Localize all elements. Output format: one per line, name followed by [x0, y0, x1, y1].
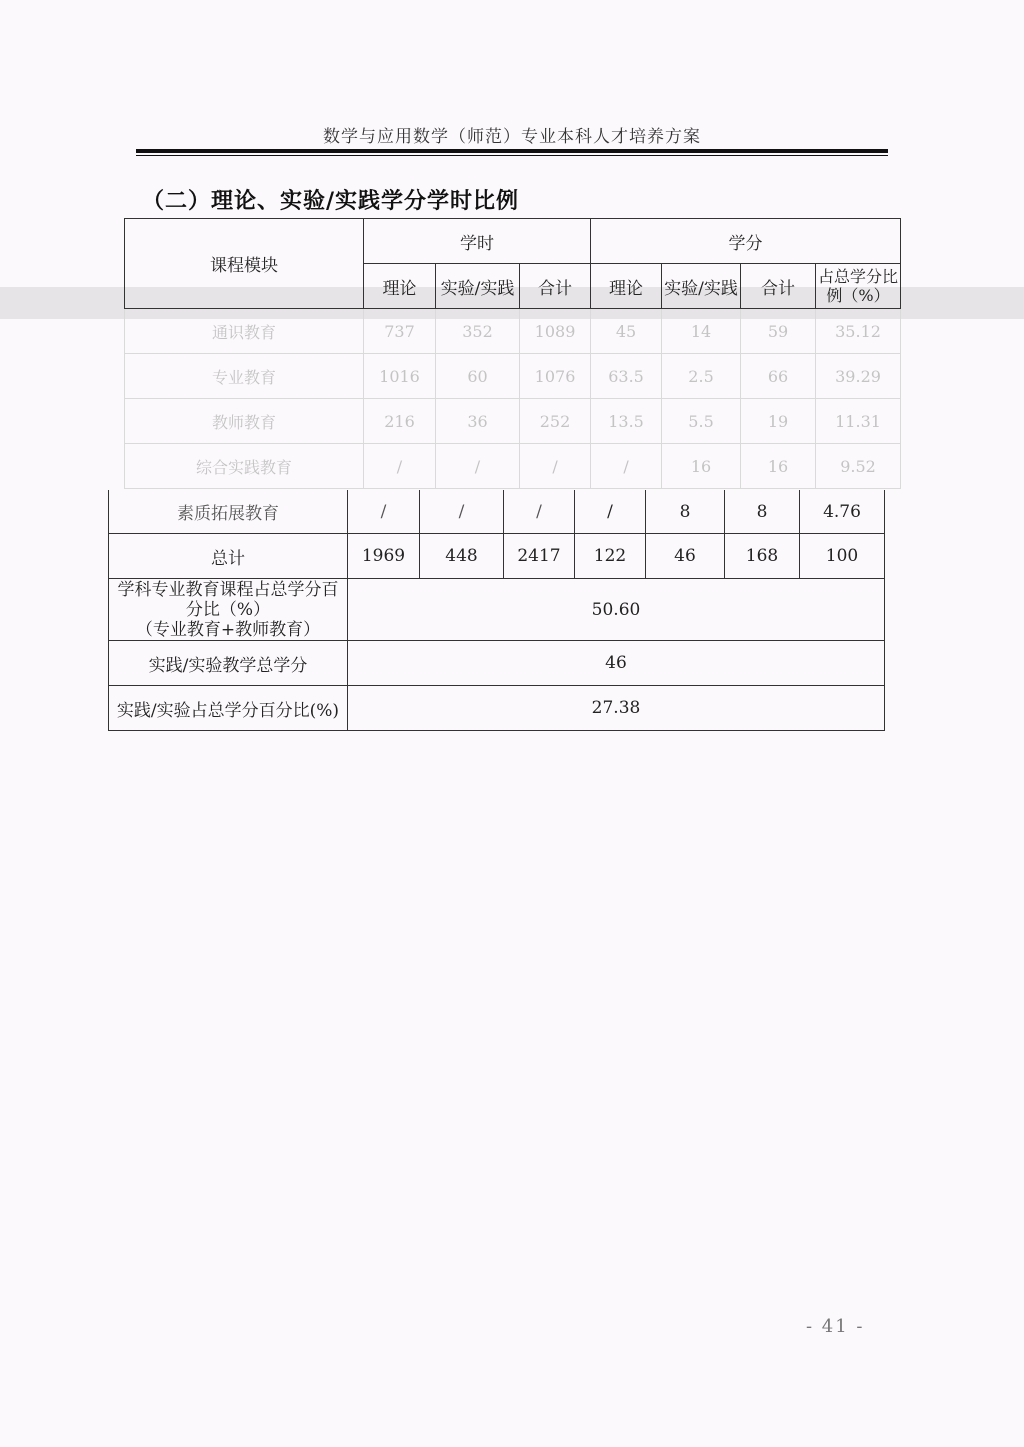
table-row — [125, 309, 901, 354]
credits-practice-cell: 16 — [662, 444, 741, 489]
table-row — [125, 444, 901, 489]
hours-theory-cell: 737 — [364, 309, 436, 354]
hours-practice-cell: / — [420, 490, 504, 534]
credits-theory-cell: / — [591, 444, 662, 489]
module-cell: 专业教育 — [125, 354, 364, 399]
credit-hours-table-upper — [124, 218, 901, 489]
credits-theory-header: 理论 — [591, 264, 662, 309]
hours-total-cell: 1076 — [520, 354, 591, 399]
credits-total-header: 合计 — [741, 264, 816, 309]
table-row-total — [109, 534, 885, 579]
summary-label: 实践/实验教学总学分 — [109, 641, 348, 686]
credits-total-cell: 168 — [725, 534, 800, 579]
hours-total-cell: / — [504, 490, 575, 534]
hours-practice-cell: / — [436, 444, 520, 489]
page-number: - 41 - — [806, 1316, 865, 1337]
ratio-cell: 39.29 — [816, 354, 901, 399]
credits-practice-cell: 14 — [662, 309, 741, 354]
hours-practice-cell: 448 — [420, 534, 504, 579]
hours-theory-cell: 1969 — [348, 534, 420, 579]
summary-value: 46 — [348, 641, 885, 686]
credits-practice-cell: 5.5 — [662, 399, 741, 444]
hours-practice-header: 实验/实践 — [436, 264, 520, 309]
summary-row — [109, 641, 885, 686]
summary-row — [109, 579, 885, 641]
credits-header: 学分 — [591, 219, 901, 264]
hours-total-header: 合计 — [520, 264, 591, 309]
credits-ratio-header: 占总学分比例（%） — [816, 264, 901, 309]
hours-theory-cell: / — [364, 444, 436, 489]
module-cell: 通识教育 — [125, 309, 364, 354]
credits-total-cell: 19 — [741, 399, 816, 444]
summary-value: 50.60 — [348, 579, 885, 641]
credits-theory-cell: 122 — [575, 534, 646, 579]
ratio-cell: 11.31 — [816, 399, 901, 444]
module-cell: 综合实践教育 — [125, 444, 364, 489]
credits-practice-cell: 46 — [646, 534, 725, 579]
hours-total-cell: 252 — [520, 399, 591, 444]
summary-value: 27.38 — [348, 686, 885, 731]
hours-total-cell: / — [520, 444, 591, 489]
table-row — [109, 490, 885, 534]
module-cell: 总计 — [109, 534, 348, 579]
hours-practice-cell: 60 — [436, 354, 520, 399]
credits-total-cell: 66 — [741, 354, 816, 399]
summary-label — [109, 579, 348, 641]
credits-total-cell: 16 — [741, 444, 816, 489]
ratio-cell: 100 — [800, 534, 885, 579]
credits-practice-cell: 8 — [646, 490, 725, 534]
credits-theory-cell: 63.5 — [591, 354, 662, 399]
hours-theory-header: 理论 — [364, 264, 436, 309]
hours-practice-cell: 352 — [436, 309, 520, 354]
credit-hours-table-lower — [108, 490, 885, 731]
hours-total-cell: 2417 — [504, 534, 575, 579]
section-title: （二）理论、实验/实践学分学时比例 — [142, 188, 520, 214]
credits-total-cell: 8 — [725, 490, 800, 534]
hours-practice-cell: 36 — [436, 399, 520, 444]
module-header: 课程模块 — [125, 219, 364, 309]
summary-label: 实践/实验占总学分百分比(%) — [109, 686, 348, 731]
summary-label-line: （专业教育+教师教育） — [135, 619, 321, 640]
ratio-cell: 9.52 — [816, 444, 901, 489]
credits-practice-cell: 2.5 — [662, 354, 741, 399]
running-title: 数学与应用数学（师范）专业本科人才培养方案 — [323, 127, 701, 147]
credits-total-cell: 59 — [741, 309, 816, 354]
module-cell: 素质拓展教育 — [109, 490, 348, 534]
hours-header: 学时 — [364, 219, 591, 264]
credits-practice-header: 实验/实践 — [662, 264, 741, 309]
hours-theory-cell: 1016 — [364, 354, 436, 399]
ratio-cell: 35.12 — [816, 309, 901, 354]
summary-label-line: 学科专业教育课程占总学分百 — [117, 579, 339, 600]
summary-row — [109, 686, 885, 731]
module-cell: 教师教育 — [125, 399, 364, 444]
credits-theory-cell: 13.5 — [591, 399, 662, 444]
hours-theory-cell: 216 — [364, 399, 436, 444]
header-rule-thick — [136, 149, 888, 153]
summary-label-line: 分比（%） — [185, 599, 271, 620]
credits-theory-cell: / — [575, 490, 646, 534]
credits-theory-cell: 45 — [591, 309, 662, 354]
table-row — [125, 354, 901, 399]
hours-theory-cell: / — [348, 490, 420, 534]
header-rule-thin — [136, 155, 888, 156]
table-row — [125, 399, 901, 444]
hours-total-cell: 1089 — [520, 309, 591, 354]
ratio-cell: 4.76 — [800, 490, 885, 534]
